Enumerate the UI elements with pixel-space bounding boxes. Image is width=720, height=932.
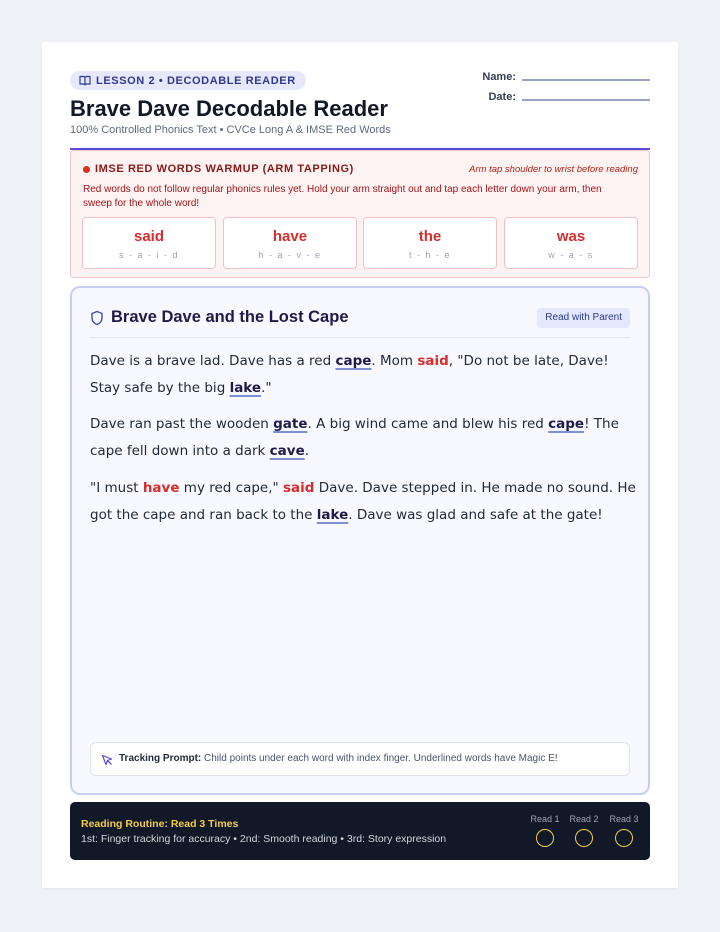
- red-word-letters: t - h - e: [408, 250, 451, 260]
- red-word-card: [223, 217, 357, 269]
- story-text: Dave. Dave stepped in. He made no sound. He got the cape and ran back to the: [90, 480, 636, 523]
- red-word: the: [418, 228, 442, 245]
- name-field[interactable]: [522, 79, 650, 81]
- story-text: Dave is a brave lad. Dave has a red: [90, 353, 336, 369]
- routine-description: 1st: Finger tracking for accuracy • 2nd: Smooth reading • 3rd: Story expression: [81, 833, 447, 845]
- magic-e-word: cave: [269, 443, 305, 459]
- read-label: Read 3: [609, 814, 639, 824]
- book-icon: [79, 75, 91, 86]
- story-text: .: [304, 443, 310, 459]
- tracking-instructions: Child points under each word with index finger. Underlined words have Magic E!: [201, 753, 558, 764]
- shield-icon: [90, 310, 104, 331]
- story-text: . Mom: [371, 353, 418, 369]
- story-text: , "Do not be late, Dave! Stay safe by the big: [90, 353, 609, 396]
- story-text: ! The cape fell down into a dark: [90, 416, 619, 459]
- page-subtitle: 100% Controlled Phonics Text • CVCe Long A & IMSE Red Words: [70, 124, 391, 136]
- tracking-text: [119, 753, 558, 764]
- read-with-parent-badge: Read with Parent: [537, 308, 630, 328]
- story-panel: [70, 286, 650, 795]
- red-word: have: [272, 228, 308, 245]
- magic-e-word: lake: [229, 380, 262, 396]
- red-word-inline: said: [283, 480, 315, 496]
- story-paragraph: [90, 411, 638, 465]
- story-text: my red cape,": [179, 480, 284, 496]
- date-field[interactable]: [522, 99, 650, 101]
- date-label: Date:: [488, 91, 516, 103]
- reading-routine: [70, 802, 650, 860]
- cursor-pointer-icon: [101, 753, 113, 771]
- read-3-tracker: [607, 814, 641, 847]
- red-word-letters: h - a - v - e: [258, 250, 322, 260]
- read-2-checkbox[interactable]: [575, 829, 593, 847]
- read-label: Read 2: [569, 814, 599, 824]
- story-text: "I must: [90, 480, 143, 496]
- read-1-checkbox[interactable]: [536, 829, 554, 847]
- tracking-label: Tracking Prompt:: [119, 753, 202, 764]
- lesson-label: LESSON 2 • DECODABLE READER: [96, 74, 296, 87]
- red-word-card: [504, 217, 638, 269]
- routine-heading: Reading Routine: Read 3 Times: [81, 818, 239, 830]
- read-2-tracker: [567, 814, 601, 847]
- read-label: Read 1: [530, 814, 560, 824]
- warmup-heading: IMSE RED WORDS WARMUP (ARM TAPPING): [95, 163, 354, 175]
- tracking-prompt: [90, 742, 630, 776]
- red-word: was: [556, 228, 586, 245]
- warmup-tip: Arm tap shoulder to wrist before reading: [469, 164, 638, 175]
- story-text: . Dave was glad and safe at the gate!: [348, 507, 603, 523]
- warmup-description: Red words do not follow regular phonics rules yet. Hold your arm straight out and tap each letter down your arm, then sweep for the whole word!: [83, 184, 602, 209]
- red-word-card: [82, 217, 216, 269]
- magic-e-word: gate: [273, 416, 308, 432]
- story-text: . A big wind came and blew his red: [307, 416, 549, 432]
- magic-e-word: cape: [335, 353, 372, 369]
- story-text: .": [261, 380, 272, 396]
- read-3-checkbox[interactable]: [615, 829, 633, 847]
- story-divider: [90, 337, 630, 338]
- lesson-pill: [70, 71, 306, 90]
- name-label: Name:: [482, 71, 516, 83]
- magic-e-word: lake: [316, 507, 349, 523]
- story-title: Brave Dave and the Lost Cape: [111, 308, 349, 326]
- red-words-warmup: [70, 150, 650, 278]
- read-1-tracker: [528, 814, 562, 847]
- page-title: Brave Dave Decodable Reader: [70, 96, 388, 121]
- red-word-letters: w - a - s: [548, 250, 594, 260]
- red-word-letters: s - a - i - d: [118, 250, 179, 260]
- story-text: Dave ran past the wooden: [90, 416, 274, 432]
- story-paragraph: [90, 475, 638, 529]
- worksheet-page: [42, 42, 678, 888]
- red-word-inline: said: [417, 353, 449, 369]
- magic-e-word: cape: [548, 416, 585, 432]
- red-word-inline: have: [142, 480, 180, 496]
- red-word: said: [133, 228, 164, 245]
- red-word-card: [363, 217, 497, 269]
- story-paragraph: [90, 348, 638, 402]
- red-dot-icon: [83, 166, 90, 173]
